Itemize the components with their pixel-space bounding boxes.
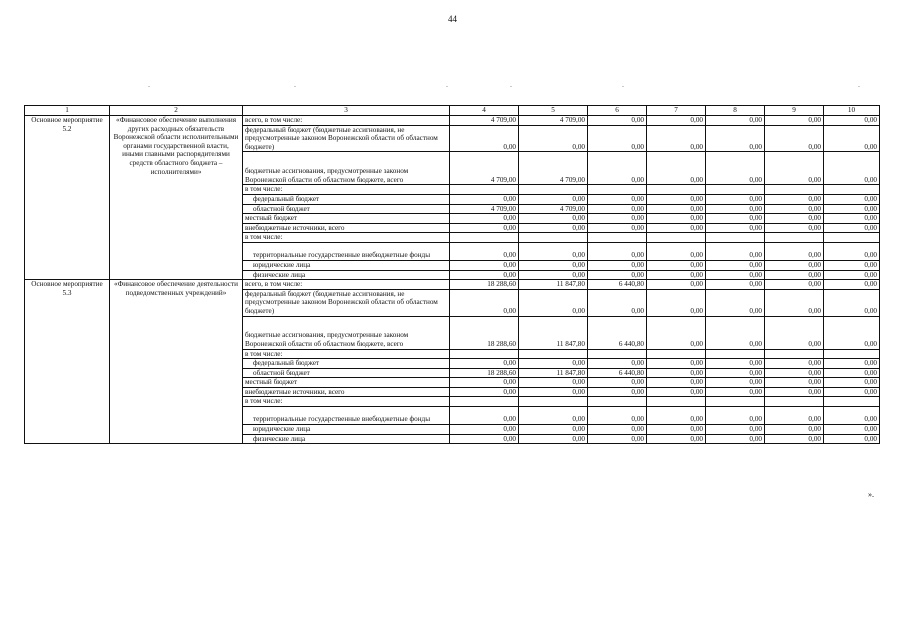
source-label-cell: федеральный бюджет (бюджетные ассигнования, не предусмотренные законом Воронежской области об областном бюджете) [243,125,450,152]
value-cell: 0,00 [824,152,880,185]
value-cell: 0,00 [450,434,519,444]
value-cell: 0,00 [450,387,519,397]
value-cell: 0,00 [824,316,880,349]
source-label-cell: федеральный бюджет [243,194,450,204]
source-label-cell: всего, в том числе: [243,280,450,290]
value-cell: 0,00 [824,434,880,444]
page-number: 44 [448,14,457,24]
source-label-cell: внебюджетные источники, всего [243,223,450,233]
value-cell: 0,00 [706,260,765,270]
value-cell: 0,00 [450,359,519,369]
value-cell [450,349,519,359]
value-cell: 0,00 [519,434,588,444]
value-cell: 0,00 [706,316,765,349]
value-cell: 0,00 [519,223,588,233]
value-cell: 0,00 [647,116,706,126]
value-cell: 0,00 [519,425,588,435]
value-cell: 0,00 [588,378,647,388]
value-cell: 0,00 [765,242,824,260]
source-label-cell: областной бюджет [243,368,450,378]
activity-title-cell: «Финансовое обеспечение выполнения других расходных обязательств Воронежской области исполнительными органами государственной власти, иными главными распорядителями средств областного бюджета – исполнителями» [110,116,243,280]
value-cell: 0,00 [588,194,647,204]
budget-table [24,105,880,444]
value-cell: 0,00 [706,242,765,260]
value-cell: 0,00 [765,204,824,214]
source-label-cell: юридические лица [243,425,450,435]
source-label-cell: федеральный бюджет [243,359,450,369]
header-cell: 2 [110,106,243,116]
value-cell: 0,00 [647,194,706,204]
source-label-cell: областной бюджет [243,204,450,214]
value-cell [765,185,824,195]
value-cell: 0,00 [824,204,880,214]
value-cell: 0,00 [765,368,824,378]
value-cell: 0,00 [647,242,706,260]
value-cell [706,185,765,195]
value-cell: 0,00 [824,260,880,270]
value-cell: 0,00 [519,260,588,270]
value-cell: 0,00 [765,378,824,388]
value-cell [647,233,706,243]
header-cell: 7 [647,106,706,116]
value-cell: 0,00 [765,359,824,369]
value-cell: 0,00 [519,407,588,425]
source-label-cell: физические лица [243,434,450,444]
value-cell: 0,00 [450,425,519,435]
value-cell: 0,00 [765,434,824,444]
value-cell: 0,00 [588,223,647,233]
header-cell: 3 [243,106,450,116]
source-label-cell: в том числе: [243,233,450,243]
value-cell [519,397,588,407]
value-cell: 0,00 [824,378,880,388]
value-cell: 0,00 [824,387,880,397]
value-cell: 18 288,60 [450,280,519,290]
value-cell [824,185,880,195]
value-cell: 0,00 [647,378,706,388]
value-cell: 0,00 [706,280,765,290]
value-cell [519,185,588,195]
scan-dot: . [294,80,296,89]
value-cell: 0,00 [765,407,824,425]
source-label-cell: территориальные государственные внебюджетные фонды [243,242,450,260]
value-cell: 0,00 [519,194,588,204]
value-cell [647,397,706,407]
value-cell: 0,00 [706,387,765,397]
value-cell: 0,00 [647,359,706,369]
source-label-cell: федеральный бюджет (бюджетные ассигнования, не предусмотренные законом Воронежской области об областном бюджете) [243,289,450,316]
value-cell: 0,00 [706,214,765,224]
value-cell [765,233,824,243]
activity-cell: Основное мероприятие 5.2 [25,116,110,280]
value-cell: 0,00 [647,387,706,397]
value-cell: 0,00 [647,260,706,270]
source-label-cell: внебюджетные источники, всего [243,387,450,397]
value-cell: 0,00 [519,242,588,260]
value-cell: 0,00 [519,387,588,397]
source-label-cell: в том числе: [243,397,450,407]
value-cell: 0,00 [706,289,765,316]
value-cell [588,185,647,195]
activity-cell: Основное мероприятие 5.3 [25,280,110,444]
value-cell: 0,00 [519,359,588,369]
value-cell: 0,00 [588,152,647,185]
value-cell: 0,00 [450,289,519,316]
value-cell: 0,00 [450,125,519,152]
value-cell: 0,00 [824,289,880,316]
value-cell [588,233,647,243]
value-cell: 0,00 [765,280,824,290]
value-cell [706,397,765,407]
value-cell: 0,00 [824,368,880,378]
value-cell: 0,00 [706,116,765,126]
scan-dot: . [510,80,512,89]
value-cell: 0,00 [765,116,824,126]
value-cell [706,233,765,243]
value-cell: 4 709,00 [450,116,519,126]
header-cell: 4 [450,106,519,116]
value-cell [450,397,519,407]
value-cell: 0,00 [824,223,880,233]
value-cell: 0,00 [706,378,765,388]
value-cell: 0,00 [519,270,588,280]
value-cell: 0,00 [824,270,880,280]
value-cell: 6 440,80 [588,280,647,290]
header-cell: 10 [824,106,880,116]
value-cell: 6 440,80 [588,316,647,349]
value-cell: 0,00 [647,223,706,233]
value-cell: 0,00 [647,125,706,152]
scan-dot: . [446,80,448,89]
value-cell [450,185,519,195]
value-cell: 0,00 [450,223,519,233]
source-label-cell: бюджетные ассигнования, предусмотренные законом Воронежской области об областном бюджете, всего [243,152,450,185]
scan-dot: . [858,80,860,89]
value-cell: 0,00 [706,434,765,444]
value-cell: 0,00 [706,125,765,152]
value-cell: 0,00 [765,425,824,435]
value-cell [647,185,706,195]
value-cell: 0,00 [588,387,647,397]
value-cell: 0,00 [824,242,880,260]
value-cell [647,349,706,359]
value-cell: 0,00 [647,270,706,280]
value-cell: 0,00 [647,425,706,435]
value-cell: 0,00 [824,125,880,152]
value-cell: 0,00 [824,359,880,369]
value-cell: 0,00 [450,407,519,425]
value-cell: 0,00 [588,289,647,316]
end-mark: ». [868,490,874,499]
value-cell: 0,00 [647,280,706,290]
value-cell: 0,00 [647,434,706,444]
header-cell: 6 [588,106,647,116]
value-cell: 0,00 [450,242,519,260]
source-label-cell: территориальные государственные внебюджетные фонды [243,407,450,425]
value-cell [519,233,588,243]
source-label-cell: в том числе: [243,349,450,359]
value-cell [588,397,647,407]
value-cell: 0,00 [706,194,765,204]
value-cell: 0,00 [765,316,824,349]
source-label-cell: юридические лица [243,260,450,270]
header-cell: 9 [765,106,824,116]
value-cell: 0,00 [647,316,706,349]
value-cell: 0,00 [647,289,706,316]
value-cell [450,233,519,243]
value-cell: 0,00 [647,368,706,378]
header-cell: 5 [519,106,588,116]
value-cell: 0,00 [824,214,880,224]
value-cell: 0,00 [765,270,824,280]
value-cell: 0,00 [765,214,824,224]
value-cell: 0,00 [588,204,647,214]
source-label-cell: местный бюджет [243,214,450,224]
value-cell: 0,00 [588,260,647,270]
value-cell: 0,00 [706,368,765,378]
value-cell: 0,00 [588,242,647,260]
value-cell: 0,00 [706,407,765,425]
value-cell: 0,00 [824,194,880,204]
value-cell: 0,00 [765,289,824,316]
value-cell: 6 440,80 [588,368,647,378]
source-label-cell: местный бюджет [243,378,450,388]
value-cell: 11 847,80 [519,280,588,290]
value-cell: 0,00 [706,223,765,233]
value-cell: 4 709,00 [450,152,519,185]
value-cell: 0,00 [706,359,765,369]
value-cell: 0,00 [706,425,765,435]
value-cell [824,397,880,407]
value-cell: 0,00 [824,425,880,435]
value-cell [519,349,588,359]
source-label-cell: бюджетные ассигнования, предусмотренные законом Воронежской области об областном бюджете, всего [243,316,450,349]
value-cell: 0,00 [588,425,647,435]
value-cell: 0,00 [450,214,519,224]
value-cell: 0,00 [706,270,765,280]
value-cell: 0,00 [588,270,647,280]
value-cell: 0,00 [765,194,824,204]
table-row [25,116,880,126]
value-cell: 0,00 [588,359,647,369]
value-cell: 0,00 [588,116,647,126]
value-cell: 0,00 [824,116,880,126]
value-cell: 0,00 [706,152,765,185]
value-cell: 0,00 [706,204,765,214]
scan-dot: . [148,80,150,89]
value-cell [824,233,880,243]
source-label-cell: всего, в том числе: [243,116,450,126]
scan-dot: . [622,80,624,89]
value-cell: 0,00 [519,125,588,152]
value-cell: 0,00 [824,407,880,425]
value-cell: 0,00 [647,407,706,425]
value-cell: 11 847,80 [519,316,588,349]
value-cell: 0,00 [450,378,519,388]
activity-title-cell: «Финансовое обеспечение деятельности подведомственных учреждений» [110,280,243,444]
value-cell: 0,00 [519,289,588,316]
value-cell [765,397,824,407]
table-row [25,280,880,290]
value-cell: 0,00 [450,194,519,204]
value-cell: 0,00 [647,214,706,224]
source-label-cell: физические лица [243,270,450,280]
value-cell: 4 709,00 [450,204,519,214]
value-cell: 0,00 [765,387,824,397]
value-cell: 0,00 [450,270,519,280]
value-cell: 0,00 [588,434,647,444]
value-cell: 4 709,00 [519,204,588,214]
value-cell: 0,00 [588,407,647,425]
value-cell: 0,00 [824,280,880,290]
value-cell: 0,00 [588,214,647,224]
value-cell [588,349,647,359]
value-cell [765,349,824,359]
value-cell: 0,00 [588,125,647,152]
header-cell: 8 [706,106,765,116]
header-row [25,106,880,116]
value-cell: 4 709,00 [519,116,588,126]
value-cell [824,349,880,359]
value-cell: 0,00 [519,214,588,224]
value-cell: 0,00 [765,152,824,185]
value-cell: 11 847,80 [519,368,588,378]
value-cell: 0,00 [647,204,706,214]
value-cell: 0,00 [519,378,588,388]
value-cell [706,349,765,359]
value-cell: 18 288,60 [450,368,519,378]
value-cell: 0,00 [647,152,706,185]
value-cell: 18 288,60 [450,316,519,349]
header-cell: 1 [25,106,110,116]
source-label-cell: в том числе: [243,185,450,195]
value-cell: 0,00 [765,260,824,270]
value-cell: 0,00 [765,223,824,233]
value-cell: 0,00 [450,260,519,270]
value-cell: 4 709,00 [519,152,588,185]
value-cell: 0,00 [765,125,824,152]
